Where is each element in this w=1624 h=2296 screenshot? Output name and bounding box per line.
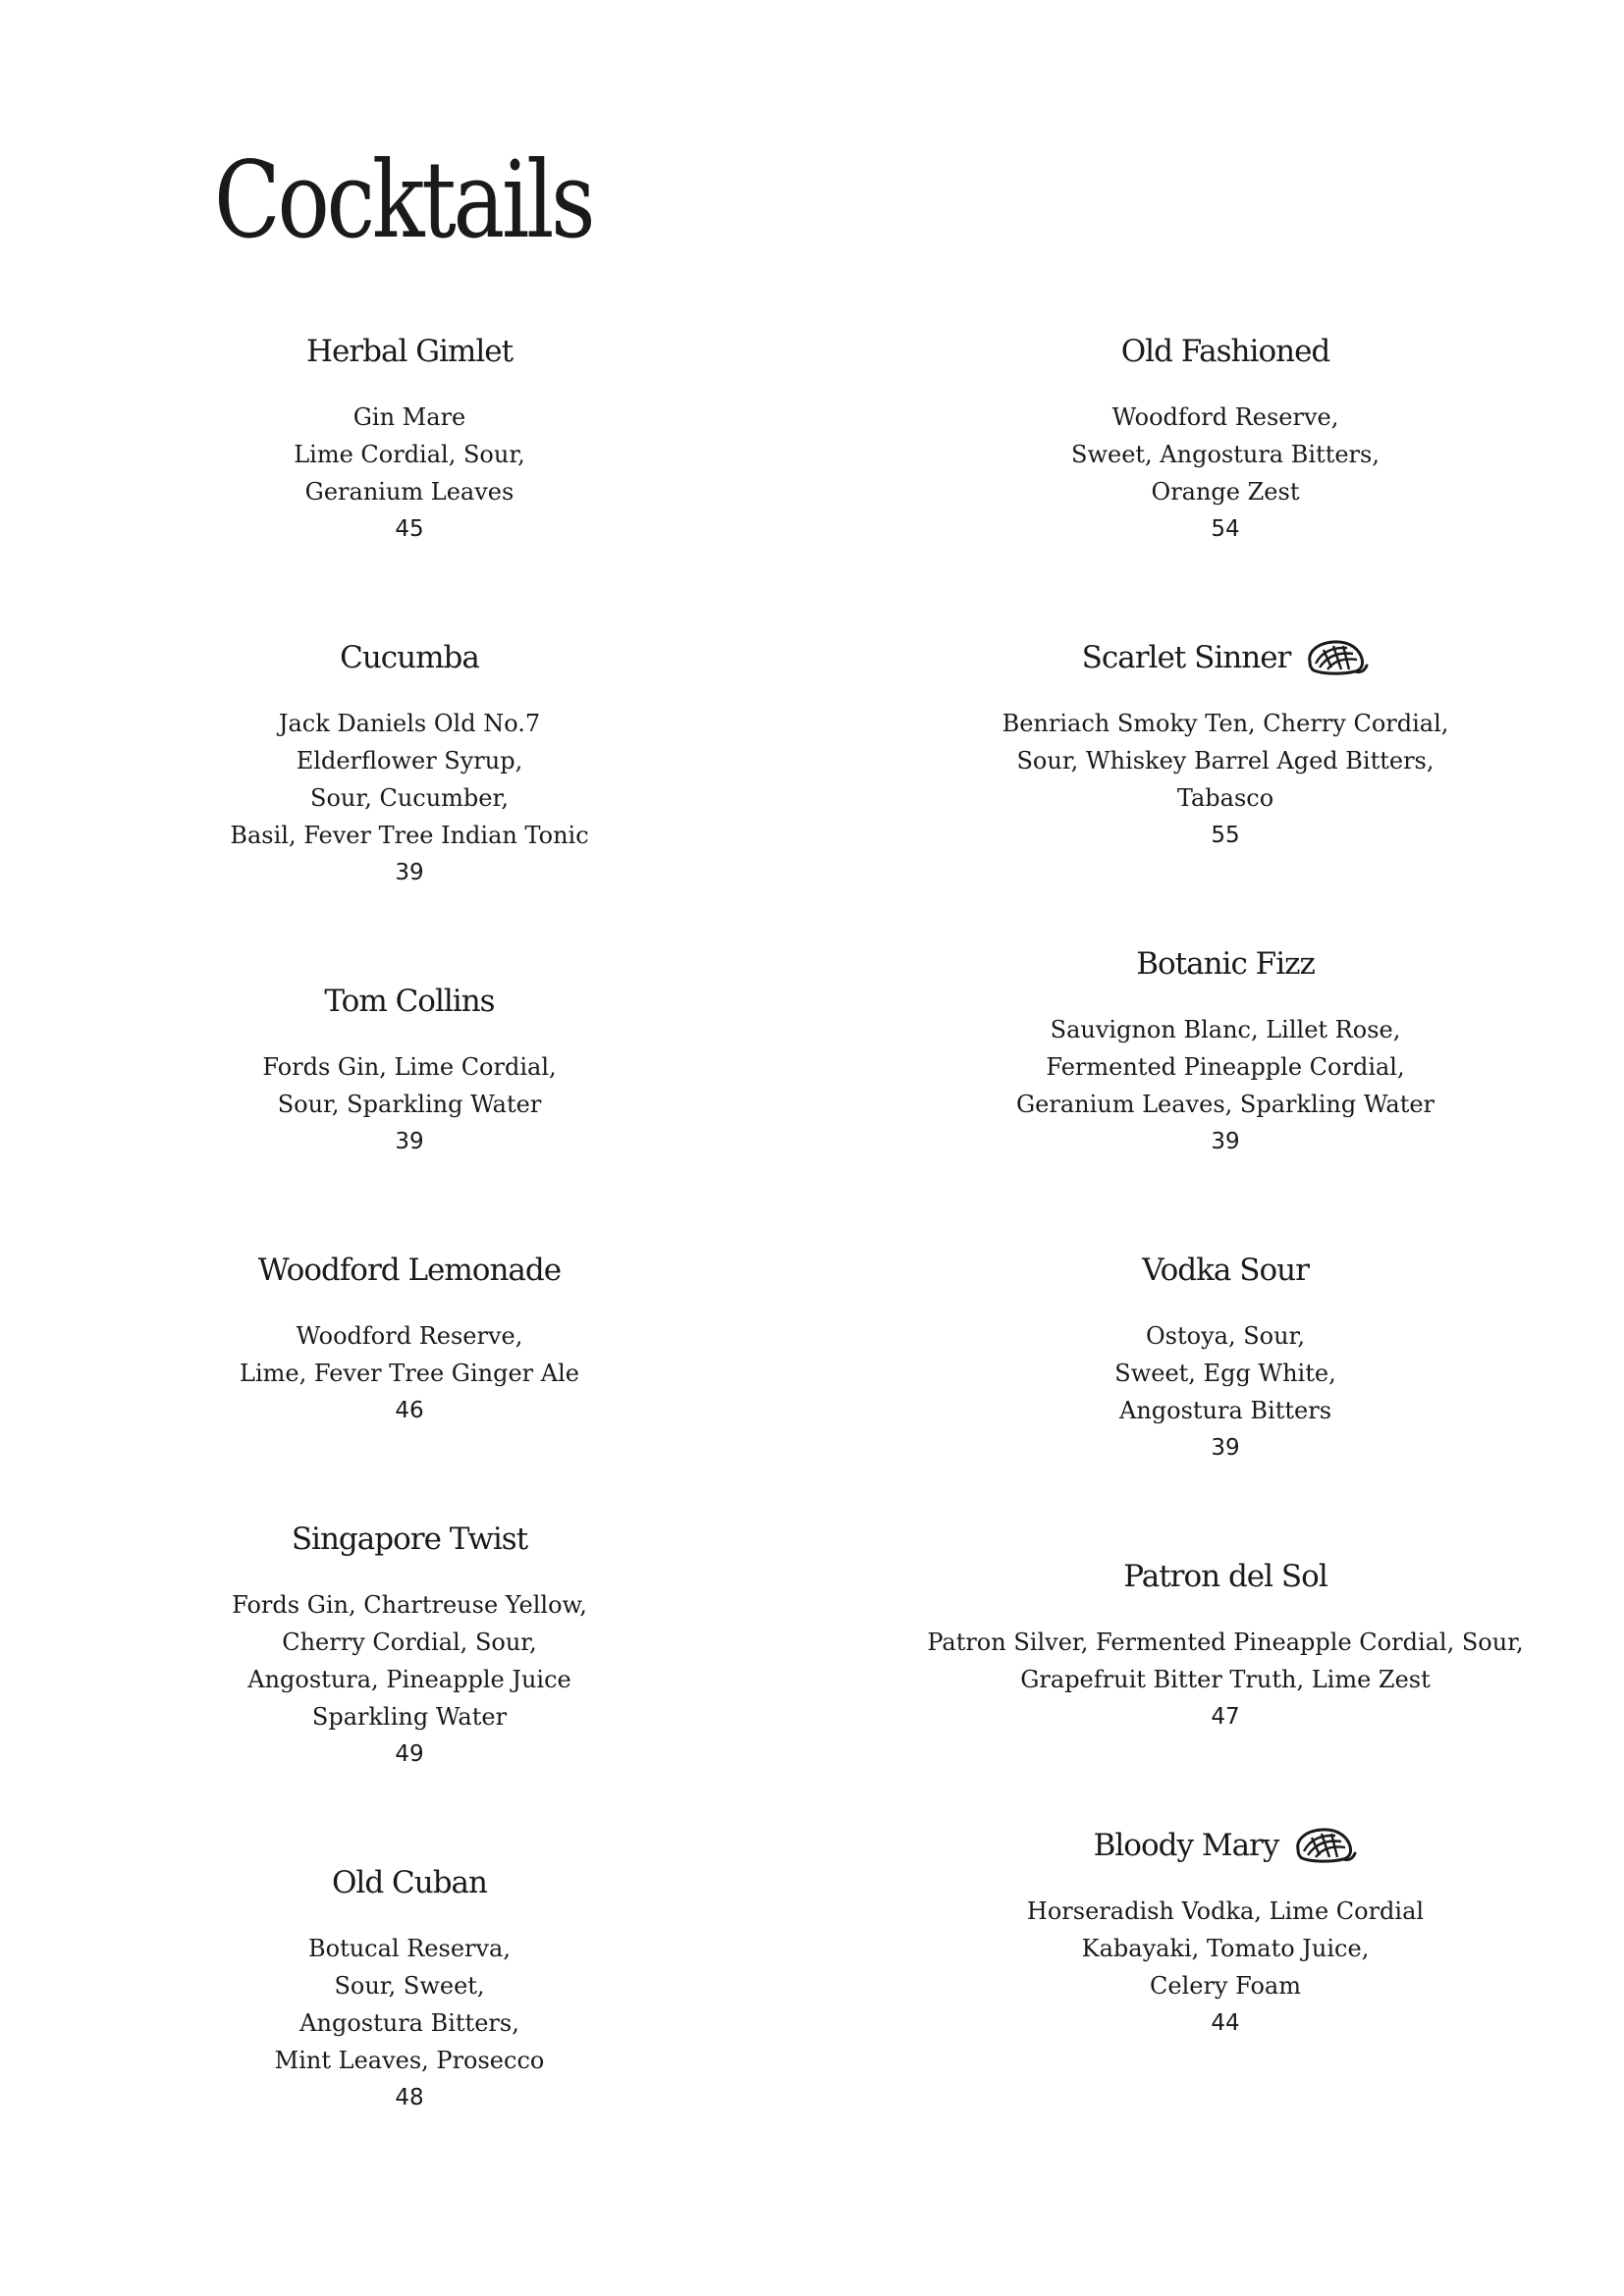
item-ingredients [56,399,763,548]
item-name: Botanic Fizz [1136,945,1315,982]
ingredient-line: Sauvignon Blanc, Lillet Rose, [1050,1016,1401,1043]
item-name: Old Fashioned [1120,333,1330,369]
menu-item-cucumba [56,636,763,891]
item-price: 54 [1211,516,1240,542]
menu-item-botanic-fizz [872,942,1579,1160]
item-price: 48 [395,2085,424,2110]
ingredient-line: Cherry Cordial, Sour, [282,1629,537,1656]
menu-item-old-cuban [56,1861,763,2116]
menu-item-herbal-gimlet [56,330,763,548]
item-price: 45 [395,516,424,542]
item-price: 39 [395,1129,424,1154]
ingredient-line: Geranium Leaves, Sparkling Water [1015,1091,1435,1118]
item-price: 49 [395,1741,424,1767]
item-price: 47 [1211,1704,1240,1730]
ingredient-line: Fords Gin, Chartreuse Yellow, [232,1591,587,1619]
item-name: Tom Collins [324,983,495,1019]
ingredient-line: Grapefruit Bitter Truth, Lime Zest [1020,1666,1431,1693]
ingredient-line: Sour, Cucumber, [310,784,509,812]
ingredient-line: Sweet, Egg White, [1114,1360,1336,1387]
ingredient-line: Orange Zest [1151,478,1300,506]
ingredient-line: Patron Silver, Fermented Pineapple Cordial, Sour, [927,1629,1524,1656]
ingredient-line: Jack Daniels Old No.7 [278,710,541,737]
chili-pepper-icon [1304,638,1369,677]
item-price: 44 [1211,2010,1240,2036]
ingredient-line: Sweet, Angostura Bitters, [1071,441,1380,468]
menu-item-patron-del-sol [872,1555,1579,1735]
menu-item-vodka-sour [872,1249,1579,1467]
ingredient-line: Celery Foam [1150,1972,1301,2000]
item-ingredients [872,399,1579,548]
item-price: 39 [395,860,424,885]
item-ingredients [56,1048,763,1160]
ingredient-line: Horseradish Vodka, Lime Cordial [1026,1897,1425,1925]
item-ingredients [56,1317,763,1429]
item-name: Cucumba [340,639,479,675]
menu-item-singapore-twist [56,1518,763,1773]
item-ingredients [56,1586,763,1773]
item-ingredients [56,705,763,891]
ingredient-line: Lime Cordial, Sour, [294,441,525,468]
ingredient-line: Woodford Reserve, [1111,403,1339,431]
item-name: Herbal Gimlet [305,333,514,369]
item-name: Woodford Lemonade [257,1252,562,1288]
ingredient-line: Basil, Fever Tree Indian Tonic [230,822,589,849]
item-price: 39 [1211,1435,1240,1461]
ingredient-line: Fords Gin, Lime Cordial, [262,1053,557,1081]
ingredient-line: Geranium Leaves [304,478,514,506]
ingredient-line: Benriach Smoky Ten, Cherry Cordial, [1001,710,1449,737]
item-ingredients [56,1930,763,2116]
ingredient-line: Fermented Pineapple Cordial, [1046,1053,1405,1081]
item-ingredients [872,705,1579,854]
page-title: Cocktails [214,139,593,262]
item-name: Bloody Mary [872,1824,1579,1863]
item-name: Singapore Twist [291,1521,528,1557]
ingredient-line: Sour, Sparkling Water [277,1091,542,1118]
ingredient-line: Angostura Bitters, [299,2009,519,2037]
menu-item-bloody-mary [872,1824,1579,2042]
ingredient-line: Sparkling Water [311,1703,508,1731]
item-name: Old Cuban [331,1864,487,1900]
item-name: Vodka Sour [1142,1252,1309,1288]
ingredient-line: Mint Leaves, Prosecco [274,2047,545,2074]
item-price: 55 [1211,823,1240,848]
item-name: Scarlet Sinner [872,636,1579,675]
ingredient-line: Angostura, Pineapple Juice [247,1666,571,1693]
ingredient-line: Kabayaki, Tomato Juice, [1081,1935,1370,1962]
chili-pepper-icon [1292,1826,1357,1865]
menu-item-scarlet-sinner [872,636,1579,854]
item-ingredients [872,1317,1579,1467]
ingredient-line: Ostoya, Sour, [1145,1322,1306,1350]
item-name: Patron del Sol [1123,1558,1327,1594]
menu-item-old-fashioned [872,330,1579,548]
ingredient-line: Sour, Whiskey Barrel Aged Bitters, [1016,747,1435,774]
item-price: 39 [1211,1129,1240,1154]
item-ingredients [872,1624,1579,1735]
ingredient-line: Angostura Bitters [1118,1397,1332,1424]
ingredient-line: Gin Mare [352,403,466,431]
ingredient-line: Sour, Sweet, [334,1972,485,2000]
ingredient-line: Tabasco [1176,784,1274,812]
ingredient-line: Elderflower Syrup, [296,747,523,774]
item-ingredients [872,1011,1579,1160]
menu-item-woodford-lemonade [56,1249,763,1429]
ingredient-line: Woodford Reserve, [296,1322,523,1350]
item-ingredients [872,1893,1579,2042]
menu-item-tom-collins [56,980,763,1160]
ingredient-line: Botucal Reserva, [307,1935,511,1962]
item-price: 46 [395,1398,424,1423]
ingredient-line: Lime, Fever Tree Ginger Ale [240,1360,579,1387]
